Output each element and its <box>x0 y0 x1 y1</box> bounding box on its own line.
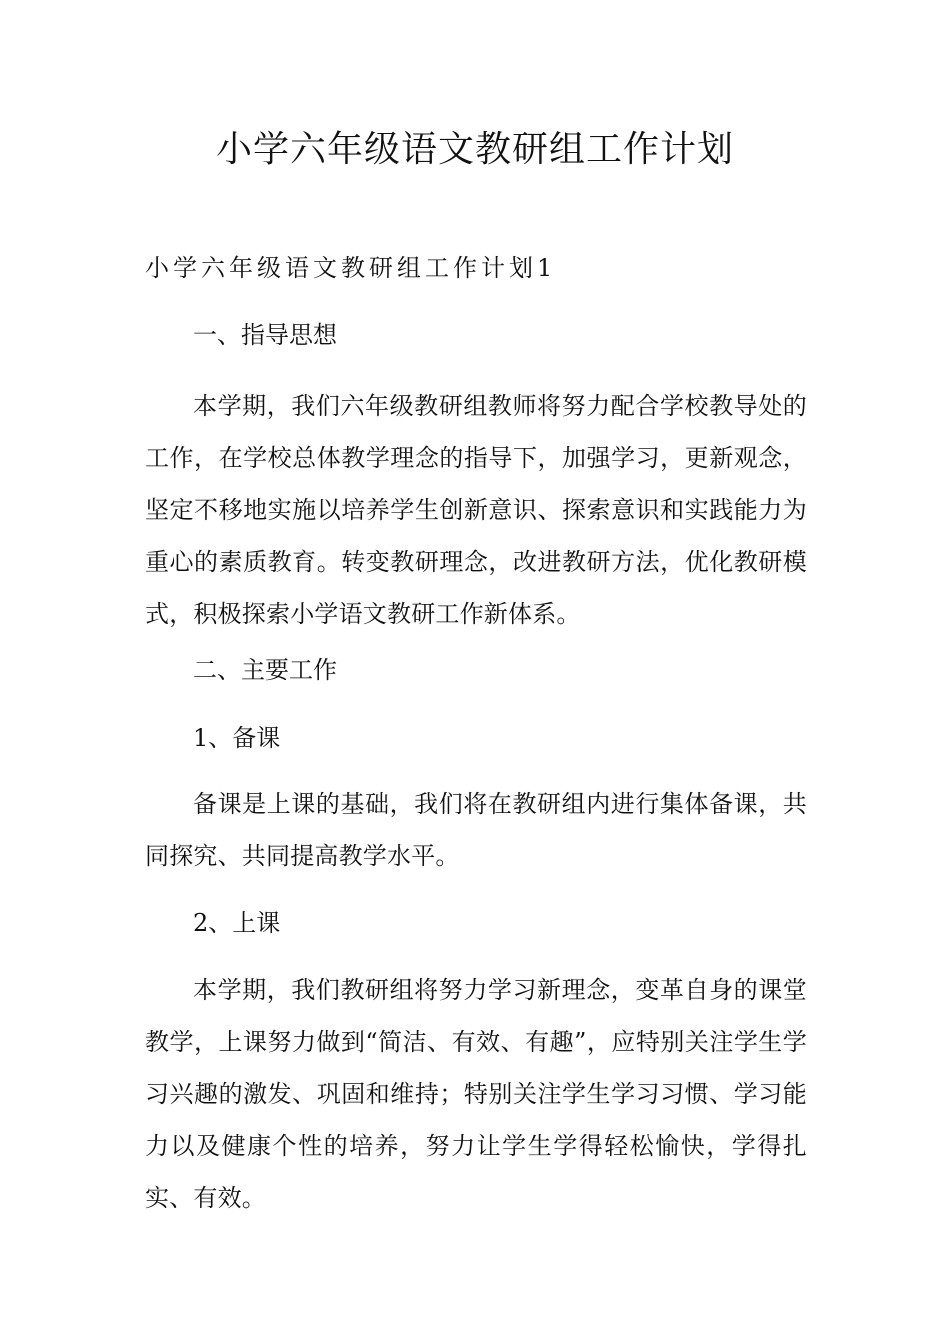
document-title: 小学六年级语文教研组工作计划 <box>215 129 734 170</box>
subheading-teaching: 2、上课 <box>193 909 281 937</box>
section-heading-main-work: 二、主要工作 <box>193 656 337 684</box>
subheading-lesson-preparation: 1、备课 <box>193 724 281 752</box>
paragraph-lesson-preparation: 备课是上课的基础，我们将在教研组内进行集体备课，共同探究、共同提高教学水平。 <box>145 790 807 870</box>
section-heading-guiding-ideology: 一、指导思想 <box>193 321 337 349</box>
document-subtitle: 小学六年级语文教研组工作计划1 <box>145 254 557 282</box>
paragraph-teaching: 本学期，我们教研组将努力学习新理念，变革自身的课堂教学，上课努力做到“简洁、有效、有趣”，应特别关注学生学习兴趣的激发、巩固和维持；特别关注学生学习习惯、学习能力以及健康个性的培养，努力让学生学得轻松愉快，学得扎实、有效。 <box>145 976 807 1212</box>
paragraph-guiding-ideology: 本学期，我们六年级教研组教师将努力配合学校教导处的工作，在学校总体教学理念的指导下，加强学习，更新观念，坚定不移地实施以培养学生创新意识、探索意识和实践能力为重心的素质教育。转变教研理念，改进教研方法，优化教研模式，积极探索小学语文教研工作新体系。 <box>145 392 807 628</box>
